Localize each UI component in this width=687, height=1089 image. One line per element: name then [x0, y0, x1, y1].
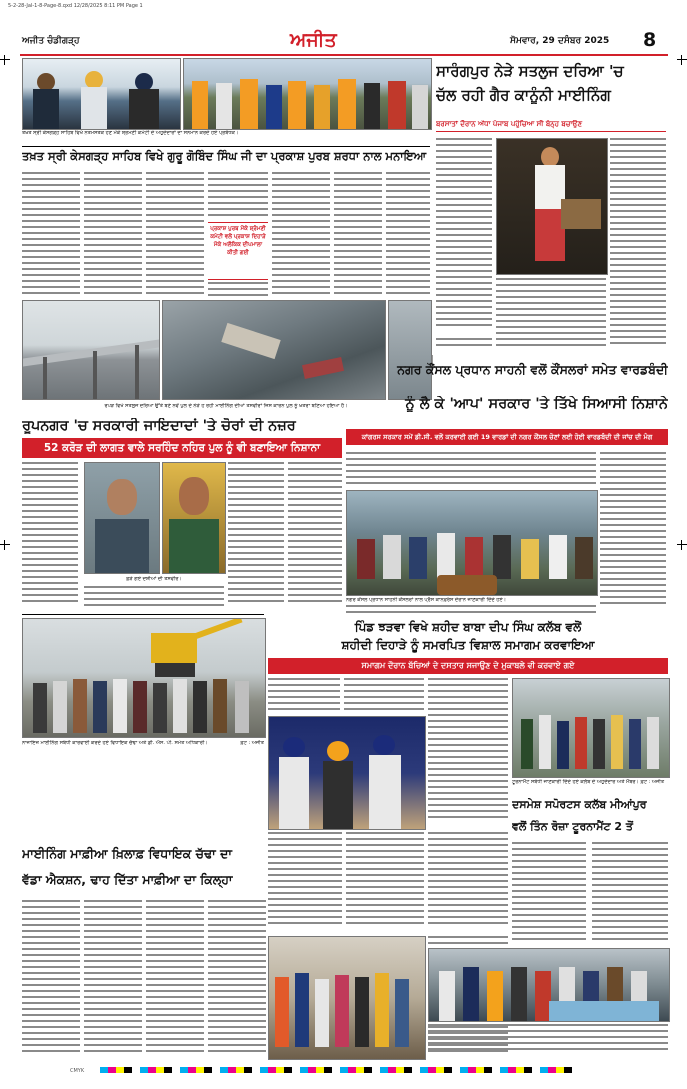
sutlej-headline-1: ਸਾਰੰਗਪੁਰ ਨੇੜੇ ਸਤਲੁਜ ਦਰਿਆ 'ਚ: [436, 62, 624, 80]
ward-headline-1: ਨਗਰ ਕੌਂਸਲ ਪ੍ਰਧਾਨ ਸਾਹਨੀ ਵਲੋਂ ਕੌਂਸਲਰਾਂ ਸਮੇਤ ਵਾਰਡਬੰਦੀ: [397, 362, 668, 377]
jcb-caption: ਨਾਜਾਇਜ਼ ਮਾਈਨਿੰਗ ਸਬੰਧੀ ਕਾਰਵਾਈ ਕਰਦੇ ਹੋਏ ਵਿਧਾਇਕ ਚੱਢਾ ਅਤੇ ਡੀ. ਐਸ. ਪੀ. ਸਮੇਤ ਅਧਿਕਾਰੀ।: [22, 740, 208, 746]
shaheedi-text-col-2: [344, 678, 424, 714]
cmyk-label: CMYK: [70, 1068, 85, 1074]
sports-headline-2: ਵਲੋਂ ਤਿੰਨ ਰੋਜ਼ਾ ਟੂਰਨਾਮੈਂਟ 2 ਤੋਂ: [512, 820, 633, 833]
meeting-caption: ਨਗਰ ਕੌਂਸਲ ਪ੍ਰਧਾਨ ਸਾਹਨੀ ਕੌਂਸਲਰਾਂ ਨਾਲ ਪ੍ਰੈਸ ਕਾਨਫ਼ਰੰਸ ਦੌਰਾਨ ਜਾਣਕਾਰੀ ਦਿੰਦੇ ਹੋਏ।: [346, 597, 507, 603]
prakash-text-col-2: [84, 172, 142, 298]
mining-text-col-2: [84, 900, 142, 1060]
theft-text-col-1: [22, 462, 78, 610]
ward-text-col-right: [600, 452, 666, 610]
ward-text-bottom: [346, 605, 596, 615]
sports-headline-1: ਦਸਮੇਸ਼ ਸਪੋਰਟਸ ਕਲੱਬ ਮੀਆਂਪੁਰ: [512, 798, 647, 811]
edition-label: ਅਜੀਤ ਚੰਡੀਗੜ੍ਹ: [22, 36, 80, 46]
prakash-callout-text: ਪ੍ਰਕਾਸ਼ ਪੁਰਬ ਮੌਕੇ ਸ਼੍ਰੋਮਣੀ ਕਮੇਟੀ ਵਲੋਂ ਪ੍ਰਕਾਸ਼ ਦਿਹਾੜੇ ਮੌਕੇ ਅਲੌਕਿਕ ਦੀਪਮਾਲਾ ਕੀਤੀ ਗਈ: [210, 226, 266, 256]
mining-text-col-1: [22, 900, 80, 1060]
ward-subhead: ਕਾਂਗਰਸ ਸਰਕਾਰ ਸਮੇਂ ਡੀ.ਸੀ. ਵਲੋਂ ਕਰਵਾਈ ਗਈ 19 ਵਾਰਡਾਂ ਦੀ ਨਗਰ ਕੌਂਸਲ ਚੋਣਾਂ ਲਈ ਹੋਈ ਵਾਰਡਬੰਦੀ ਦੀ ਜਾਂਚ ਦੀ ਮੰਗ: [346, 429, 668, 445]
accused-photo-2: [162, 462, 226, 574]
sports-text-col-1: [512, 842, 586, 946]
file-info: 5-2-28-Jal-1-8-Page-8.qxd 12/28/2025 8:11 PM Page 1: [8, 3, 143, 9]
prakash-text-col-7: [386, 172, 430, 298]
prakash-headline: ਤਖ਼ਤ ਸ੍ਰੀ ਕੇਸਗੜ੍ਹ ਸਾਹਿਬ ਵਿਖੇ ਗੁਰੂ ਗੋਬਿੰਦ ਸਿੰਘ ਜੀ ਦਾ ਪ੍ਰਕਾਸ਼ ਪੁਰਬ ਸ਼ਰਧਾ ਨਾਲ ਮਨਾਇਆ: [22, 149, 427, 163]
ward-text-top: [346, 452, 596, 488]
shaheedi-text-lower-3: [428, 832, 508, 932]
river-mining-photo: [162, 300, 386, 400]
shaheedi-text-lower-2: [346, 832, 424, 932]
prakash-callout: [208, 222, 268, 280]
mining-action-headline-1: ਮਾਈਨਿੰਗ ਮਾਫ਼ੀਆ ਖ਼ਿਲਾਫ਼ ਵਿਧਾਇਕ ਚੱਢਾ ਦਾ: [22, 846, 232, 861]
kirtan-photo: [268, 716, 426, 830]
mining-action-headline-2: ਵੱਡਾ ਐਕਸ਼ਨ, ਢਾਹ ਦਿੱਤਾ ਮਾਫ਼ੀਆ ਦਾ ਕਿਲ੍ਹਾ: [22, 872, 233, 887]
theft-subhead: 52 ਕਰੋੜ ਦੀ ਲਾਗਤ ਵਾਲੇ ਸਰਹਿੰਦ ਨਹਿਰ ਪੁਲ ਨੂੰ ਵੀ ਬਣਾਇਆ ਨਿਸ਼ਾਨਾ: [22, 438, 342, 458]
sutlej-text-col-1: [436, 138, 492, 334]
shaheedi-text-lower-1: [268, 832, 342, 932]
shaheedi-subhead: ਸਮਾਗਮ ਦੌਰਾਨ ਬੱਚਿਆਂ ਦੇ ਦਸਤਾਰ ਸਜਾਉਣ ਦੇ ਮੁਕਾਬਲੇ ਵੀ ਕਰਵਾਏ ਗਏ: [268, 658, 668, 674]
sutlej-text-below-photo: [496, 278, 606, 353]
registration-mark-icon: [677, 55, 687, 65]
prakash-text-col-1: [22, 172, 80, 298]
meeting-photo: [346, 490, 598, 596]
registration-mark-icon: [677, 540, 687, 550]
accused-caption: ਫ਼ੜੇ ਗਏ ਦੋਸ਼ੀਆਂ ਦੀ ਤਸਵੀਰ।: [126, 576, 182, 582]
shaheedi-text-col-3: [428, 678, 508, 828]
page-number: 8: [643, 29, 657, 51]
reporter-photo: [496, 138, 608, 275]
prakash-text-col-6: [334, 172, 382, 298]
bridge-caption: ਰੋਪੜ ਵਿਖੇ ਸਤਲੁਜ ਦਰਿਆ ਉੱਤੇ ਬਣੇ ਨਵੇਂ ਪੁਲ ਦੇ ਨੇੜੇ ਹੋ ਰਹੀ ਮਾਈਨਿੰਗ ਦੀਆਂ ਤਸਵੀਰਾਂ ਜਿਸ ਕਾਰਨ ਪੁਲ ਨੂੰ ਖ਼ਤਰਾ ਬਣਿਆ ਹੋਇਆ ਹੈ।: [104, 403, 348, 409]
sutlej-text-col-3: [610, 138, 666, 353]
sutlej-subhead: ਬਰਸਾਤਾਂ ਦੌਰਾਨ ਅੱਧਾ ਪੰਜਾਬ ਪਹੁੰਚਿਆ ਸੀ ਬੰਨ੍ਹ ਬਚਾਉਣ: [436, 120, 583, 128]
award-photo: [428, 948, 670, 1022]
sutlej-headline-2: ਚੱਲ ਰਹੀ ਗੈਰ ਕਾਨੂੰਨੀ ਮਾਈਨਿੰਗ: [436, 86, 611, 104]
newspaper-logo: ਅਜੀਤ: [290, 29, 337, 51]
cmyk-mark: [70, 1068, 84, 1074]
procession-photo: [183, 58, 432, 130]
shaheedi-text-col-1: [268, 678, 340, 714]
issue-date: ਸੋਮਵਾਰ, 29 ਦਸੰਬਰ 2025: [510, 36, 610, 46]
bridge-photo: [22, 300, 160, 400]
award-caption-lines: [428, 1024, 668, 1058]
theft-text-bottom: [84, 586, 224, 610]
river-wide-photo: [388, 300, 432, 400]
mining-text-col-3: [146, 900, 204, 1060]
theft-text-col-4: [228, 462, 284, 610]
gathering-caption: ਟੂਰਨਾਮੈਂਟ ਸਬੰਧੀ ਜਾਣਕਾਰੀ ਦਿੰਦੇ ਹੋਏ ਕਲੱਬ ਦੇ ਅਹੁਦੇਦਾਰ ਅਤੇ ਮੈਂਬਰ। ਫ਼ੋਟੋ : ਅਜੀਤ: [512, 779, 665, 785]
ward-headline-2: ਨੂੰ ਲੈ ਕੇ 'ਆਪ' ਸਰਕਾਰ 'ਤੇ ਤਿੱਖੇ ਸਿਆਸੀ ਨਿਸ਼ਾਨੇ: [405, 396, 668, 412]
jcb-photo: [22, 618, 266, 738]
sports-text-col-2: [592, 842, 668, 946]
ceremony-photo: [268, 936, 426, 1060]
shaheedi-headline-1: ਪਿੰਡ ਝੜਵਾ ਵਿਖੇ ਸ਼ਹੀਦ ਬਾਬਾ ਦੀਪ ਸਿੰਘ ਕਲੱਬ ਵਲੋਂ: [354, 620, 582, 634]
shaheedi-headline-2: ਸ਼ਹੀਦੀ ਦਿਹਾੜੇ ਨੂੰ ਸਮਰਪਿਤ ਵਿਸ਼ਾਲ ਸਮਾਗਮ ਕਰਵਾਇਆ: [341, 638, 595, 652]
theft-text-col-5: [288, 462, 342, 610]
visit-photo: [22, 58, 181, 130]
prakash-text-col-4b: [208, 282, 268, 298]
theft-headline: ਰੂਪਨਗਰ 'ਚ ਸਰਕਾਰੀ ਜਾਇਦਾਦਾਂ 'ਤੇ ਚੋਰਾਂ ਦੀ ਨਜ਼ਰ: [22, 418, 296, 434]
group-sports-photo: [512, 678, 670, 778]
prakash-text-col-5: [272, 172, 330, 298]
visit-caption: ਤਖ਼ਤ ਸ੍ਰੀ ਕੇਸਗੜ੍ਹ ਸਾਹਿਬ ਵਿਖੇ ਨਤਮਸਤਕ ਹੋਣ ਮੌਕੇ ਸ਼੍ਰੋਮਣੀ ਕਮੇਟੀ ਦੇ ਅਹੁਦੇਦਾਰਾਂ ਦਾ ਸਨਮਾਨ ਕਰਦੇ ਹੋਏ ਪ੍ਰਬੰਧਕ।: [22, 130, 239, 136]
jcb-photo-credit: ਫ਼ੋਟੋ : ਅਜੀਤ: [240, 740, 264, 746]
prakash-text-col-3: [146, 172, 204, 298]
mining-text-col-4: [208, 900, 266, 1060]
registration-mark-icon: [0, 540, 10, 550]
color-strip: [100, 1067, 580, 1073]
sutlej-text-col-1b: [436, 338, 492, 353]
accused-photo-1: [84, 462, 160, 574]
registration-mark-icon: [0, 55, 10, 65]
